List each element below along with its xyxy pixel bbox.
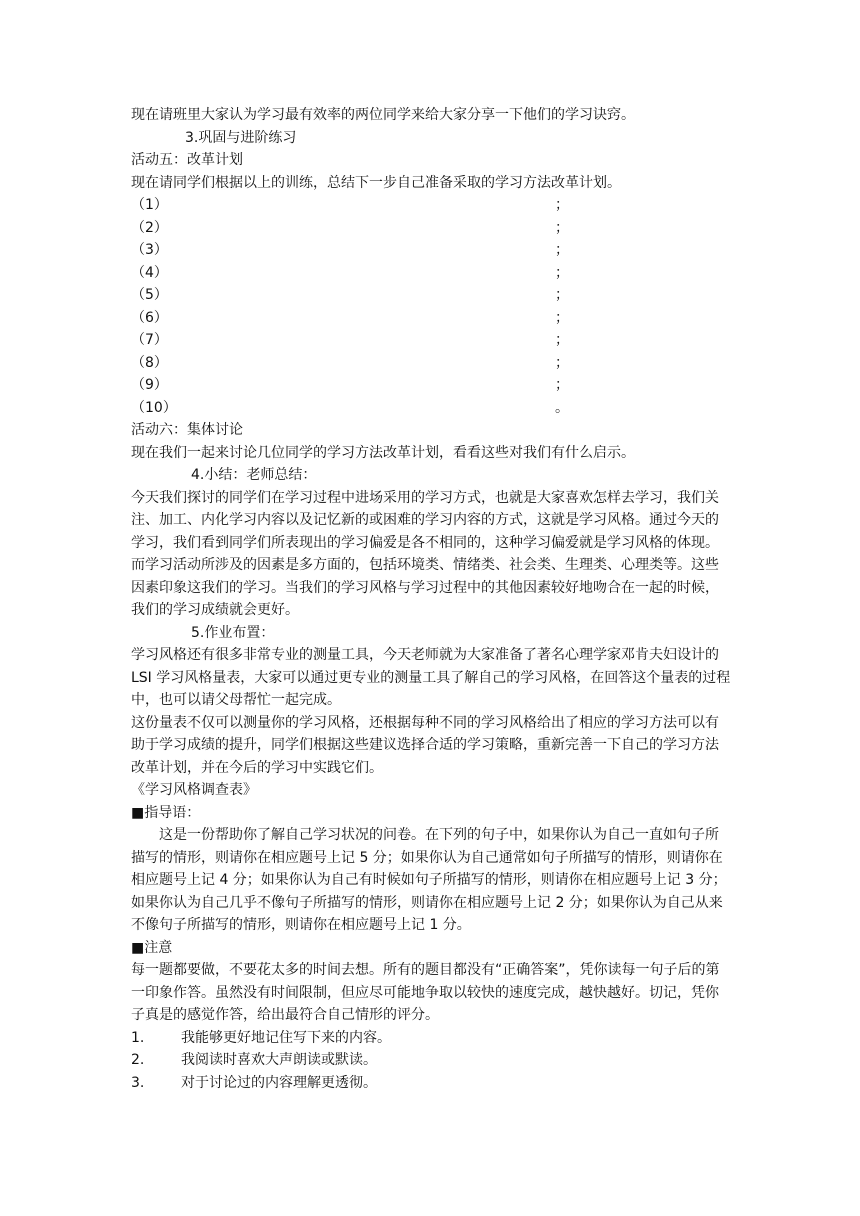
activity-5-title: 活动五：改革计划	[131, 152, 243, 168]
blank-number: （2）	[131, 219, 168, 236]
blank-end-mark: ；	[555, 242, 569, 258]
survey-item	[131, 1027, 731, 1050]
survey-title: 《学习风格调查表》	[131, 782, 257, 798]
section-5-body-2: 这份量表不仅可以测量你的学习风格，还根据每种不同的学习风格给出了相应的学习方法可以有助于学习成绩的提升，同学们根据这些建议选择合适的学习策略，重新完善一下自己的学习方法改革计划，并在今后的学习中实践它们。	[131, 714, 719, 776]
plan-blank-line	[131, 397, 731, 420]
item-text: 我阅读时喜欢大声朗读或默读。	[181, 1052, 377, 1068]
activity-6-prompt: 现在我们一起来讨论几位同学的学习方法改革计划，看看这些对我们有什么启示。	[131, 444, 635, 461]
blank-number: （6）	[131, 309, 168, 326]
blank-end-mark: 。	[555, 399, 569, 416]
blank-number: （8）	[131, 354, 168, 371]
item-number: 2.	[131, 1052, 145, 1068]
section-3-heading: 3.巩固与进阶练习	[185, 129, 297, 146]
blank-number: （5）	[131, 287, 168, 303]
blank-number: （3）	[131, 242, 168, 258]
section-5-heading: 5.作业布置：	[191, 624, 275, 641]
note-body: 每一题都要做，不要花太多的时间去想。所有的题目都没有“正确答案”，凭你读每一句子后的第一印象作答。虽然没有时间限制，但应尽可能地争取以较快的速度完成，越快越好。切记，凭你子真是的感觉作答，给出最符合自己情形的评分。	[131, 962, 720, 1023]
blank-end-mark: ；	[555, 332, 569, 348]
guide-body: 这是一份帮助你了解自己学习状况的问卷。在下列的句子中，如果你认为自己一直如句子所描写的情形，则请你在相应题号上记 5 分；如果你认为自己通常如句子所描写的情形，则请你在相应题号上记 4 分；如果你认为自己有时候如句子所描写的情形，则请你在相应题号上记 3 分；如果你认为自己几乎不像句子所描写的情形，则请你在相应题号上记 2 分；如果你认为自己从来不像句子所描写的情形，则请你在相应题号上记 1 分。	[131, 827, 727, 933]
section-4-body: 今天我们探讨的同学们在学习过程中进场采用的学习方式，也就是大家喜欢怎样去学习，我们关注、加工、内化学习内容以及记忆新的或困难的学习内容的方式，这就是学习风格。通过今天的学习，我们看到同学们所表现出的学习偏爱是各不相同的，这种学习偏爱就是学习风格的体现。而学习活动所涉及的因素是多方面的，包括环境类、情绪类、社会类、生理类、心理类等。这些因素印象这我们的学习。当我们的学习风格与学习过程中的其他因素较好地吻合在一起的时候，我们的学习成绩就会更好。	[131, 489, 719, 618]
plan-blank-line	[131, 194, 731, 217]
survey-item-list	[131, 1027, 731, 1095]
item-text: 对于讨论过的内容理解更透彻。	[181, 1074, 377, 1091]
blank-end-mark: ；	[555, 264, 569, 281]
survey-item	[131, 1049, 731, 1072]
blank-end-mark: ；	[555, 377, 569, 393]
plan-blank-line	[131, 217, 731, 240]
blank-number: （10）	[131, 399, 177, 416]
blank-number: （4）	[131, 264, 168, 281]
plan-blank-line	[131, 374, 731, 397]
item-text: 我能够更好地记住写下来的内容。	[181, 1029, 391, 1046]
survey-item	[131, 1072, 731, 1095]
blank-end-mark: ；	[555, 354, 569, 371]
section-5-body-1: 学习风格还有很多非常专业的测量工具，今天老师就为大家准备了著名心理学家邓肯夫妇设计的 LSI 学习风格量表，大家可以通过更专业的测量工具了解自己的学习风格，在回答这个量表的过程中，也可以请父母帮忙一起完成。	[131, 647, 731, 708]
blank-number: （1）	[131, 197, 168, 213]
plan-blank-list	[131, 194, 731, 419]
plan-blank-line	[131, 329, 731, 352]
blank-number: （7）	[131, 332, 168, 348]
note-heading: ■注意	[131, 939, 173, 956]
activity-5-prompt: 现在请同学们根据以上的训练，总结下一步自己准备采取的学习方法改革计划。	[131, 174, 621, 191]
section-4-heading: 4.小结：老师总结：	[191, 467, 317, 483]
item-number: 3.	[131, 1074, 145, 1091]
blank-end-mark: ；	[555, 309, 569, 326]
item-number: 1.	[131, 1029, 145, 1046]
plan-blank-line	[131, 239, 731, 262]
plan-blank-line	[131, 307, 731, 330]
intro-paragraph: 现在请班里大家认为学习最有效率的两位同学来给大家分享一下他们的学习诀窍。	[131, 107, 635, 123]
blank-end-mark: ；	[555, 219, 569, 236]
blank-end-mark: ；	[555, 197, 569, 213]
document-page	[131, 104, 731, 1094]
blank-number: （9）	[131, 377, 168, 393]
blank-end-mark: ；	[555, 287, 569, 303]
guide-heading: ■指导语：	[131, 804, 201, 821]
activity-6-title: 活动六：集体讨论	[131, 422, 243, 438]
plan-blank-line	[131, 262, 731, 285]
plan-blank-line	[131, 284, 731, 307]
plan-blank-line	[131, 352, 731, 375]
